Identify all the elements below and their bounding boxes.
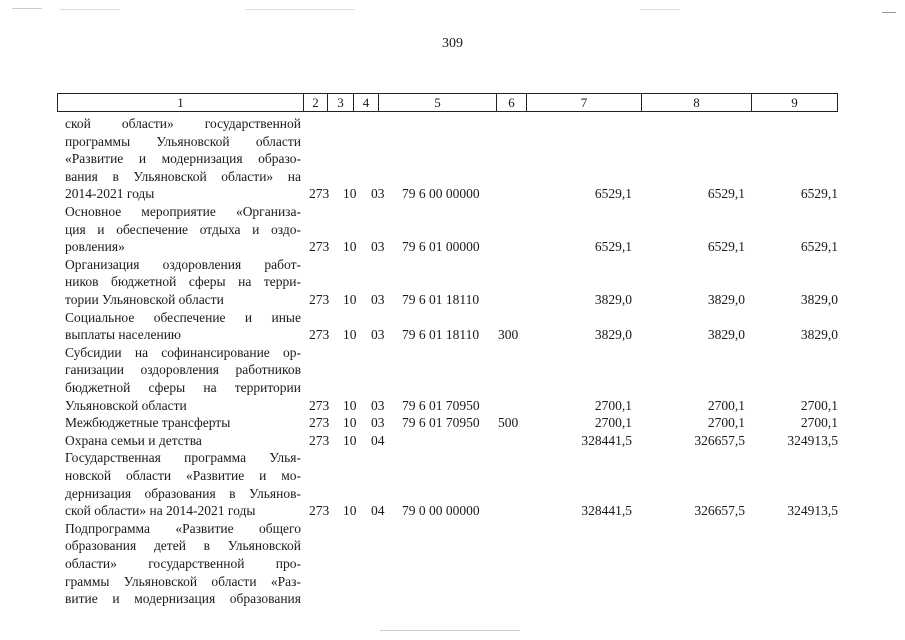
cell-c9: 3829,0: [800, 327, 838, 343]
description-line: дернизация образования в Ульянов-: [65, 485, 301, 501]
cell-c9: 324913,5: [787, 432, 838, 448]
row-description: [65, 309, 301, 344]
cell-c3: 10: [343, 239, 357, 255]
row-description: [65, 414, 301, 432]
description-line: вания в Ульяновской области» на: [65, 168, 301, 184]
cell-c9: 324913,5: [787, 503, 838, 519]
description-line: ровления»: [65, 239, 125, 255]
cell-c5: 79 6 01 18110: [402, 292, 480, 307]
cell-c7: 2700,1: [594, 415, 632, 431]
cell-c2: 273: [309, 239, 330, 255]
cell-c5: 79 6 01 18110: [402, 327, 480, 343]
description-line: Ульяновской области: [65, 397, 187, 413]
description-line: области» государственной про-: [65, 555, 301, 571]
row-description: [65, 432, 301, 450]
cell-c4: 04: [371, 503, 385, 519]
header-col-5: 5: [379, 94, 497, 111]
description-line: витие и модернизация образования: [65, 591, 301, 607]
cell-c4: 03: [371, 327, 385, 343]
cell-c8: 2700,1: [707, 397, 745, 413]
cell-c4: 03: [371, 415, 385, 431]
cell-c5: 79 6 01 70950: [402, 415, 480, 431]
header-col-2: 2: [304, 94, 328, 111]
cell-c8: 326657,5: [694, 503, 745, 519]
cell-c5: 79 6 01 70950: [402, 397, 480, 413]
cell-c4: 03: [371, 239, 385, 255]
description-line: Социальное обеспечение и иные: [65, 309, 301, 325]
description-line: Охрана семьи и детства: [65, 432, 202, 448]
description-line: ской области» на 2014-2021 годы: [65, 503, 256, 519]
description-line: Государственная программа Улья-: [65, 450, 301, 466]
cell-c2: 273: [309, 327, 330, 343]
cell-c2: 273: [309, 292, 330, 307]
description-line: «Развитие и модернизация образо-: [65, 151, 301, 167]
cell-c3: 10: [343, 432, 357, 448]
cell-c2: 273: [309, 503, 330, 519]
cell-c3: 10: [343, 327, 357, 343]
description-line: граммы Ульяновской области «Раз-: [65, 573, 301, 589]
cell-c4: 03: [371, 397, 385, 413]
cell-c7: 6529,1: [594, 186, 632, 202]
cell-c8: 6529,1: [707, 239, 745, 255]
description-line: выплаты населению: [65, 327, 182, 343]
cell-c3: 10: [343, 503, 357, 519]
header-col-8: 8: [642, 94, 752, 111]
cell-c9: 6529,1: [800, 239, 838, 255]
description-line: Организация оздоровления работ-: [65, 256, 301, 272]
cell-c5: 79 0 00 00000: [402, 503, 480, 519]
cell-c3: 10: [343, 415, 357, 431]
header-col-7: 7: [527, 94, 642, 111]
description-line: ников бюджетной сферы на терри-: [65, 274, 301, 290]
cell-c8: 3829,0: [707, 292, 745, 307]
cell-c4: 03: [371, 292, 385, 307]
cell-c4: 04: [371, 432, 385, 448]
description-line: ской области» государственной: [65, 116, 301, 131]
cell-c8: 6529,1: [707, 186, 745, 202]
header-col-1: 1: [58, 94, 304, 111]
cell-c5: 79 6 01 00000: [402, 239, 480, 255]
description-line: ганизации оздоровления работников: [65, 362, 301, 378]
row-description: [65, 203, 301, 256]
row-description: [65, 344, 301, 414]
description-line: бюджетной сферы на территории: [65, 379, 301, 395]
cell-c3: 10: [343, 292, 357, 307]
row-description: [65, 115, 301, 203]
cell-c7: 3829,0: [594, 292, 632, 307]
cell-c9: 2700,1: [800, 397, 838, 413]
cell-c6: 300: [498, 327, 519, 343]
cell-c9: 6529,1: [800, 186, 838, 202]
description-line: программы Ульяновской области: [65, 133, 301, 149]
cell-c7: 328441,5: [581, 503, 632, 519]
description-line: образования детей в Ульяновской: [65, 538, 301, 554]
cell-c7: 3829,0: [594, 327, 632, 343]
cell-c8: 3829,0: [707, 327, 745, 343]
cell-c3: 10: [343, 397, 357, 413]
row-description: [65, 449, 301, 519]
row-description: [65, 256, 301, 309]
cell-c2: 273: [309, 432, 330, 448]
cell-c8: 326657,5: [694, 432, 745, 448]
description-line: новской области «Развитие и мо-: [65, 467, 301, 483]
cell-c3: 10: [343, 186, 357, 202]
cell-c5: 79 6 00 00000: [402, 186, 480, 202]
cell-c8: 2700,1: [707, 415, 745, 431]
header-col-9: 9: [791, 95, 798, 110]
page-number: 309: [442, 36, 463, 51]
cell-c7: 2700,1: [594, 397, 632, 413]
cell-c2: 273: [309, 415, 330, 431]
cell-c9: 2700,1: [800, 415, 838, 431]
description-line: Межбюджетные трансферты: [65, 415, 231, 431]
description-line: ция и обеспечение отдыха и оздо-: [65, 221, 301, 237]
header-col-4: 4: [354, 94, 379, 111]
description-line: Подпрограмма «Развитие общего: [65, 520, 301, 536]
cell-c2: 273: [309, 186, 330, 202]
table-header: [57, 93, 838, 112]
cell-c2: 273: [309, 397, 330, 413]
cell-c9: 3829,0: [800, 292, 838, 307]
cell-c7: 6529,1: [594, 239, 632, 255]
header-col-3: 3: [328, 94, 354, 111]
header-col-6: 6: [497, 94, 527, 111]
description-line: Субсидии на софинансирование ор-: [65, 344, 301, 360]
cell-c7: 328441,5: [581, 432, 632, 448]
description-line: Основное мероприятие «Организа-: [65, 204, 301, 219]
cell-c4: 03: [371, 186, 385, 202]
row-description: [65, 520, 301, 608]
description-line: тории Ульяновской области: [65, 291, 224, 307]
cell-c6: 500: [498, 415, 519, 431]
description-line: 2014-2021 годы: [65, 186, 155, 202]
